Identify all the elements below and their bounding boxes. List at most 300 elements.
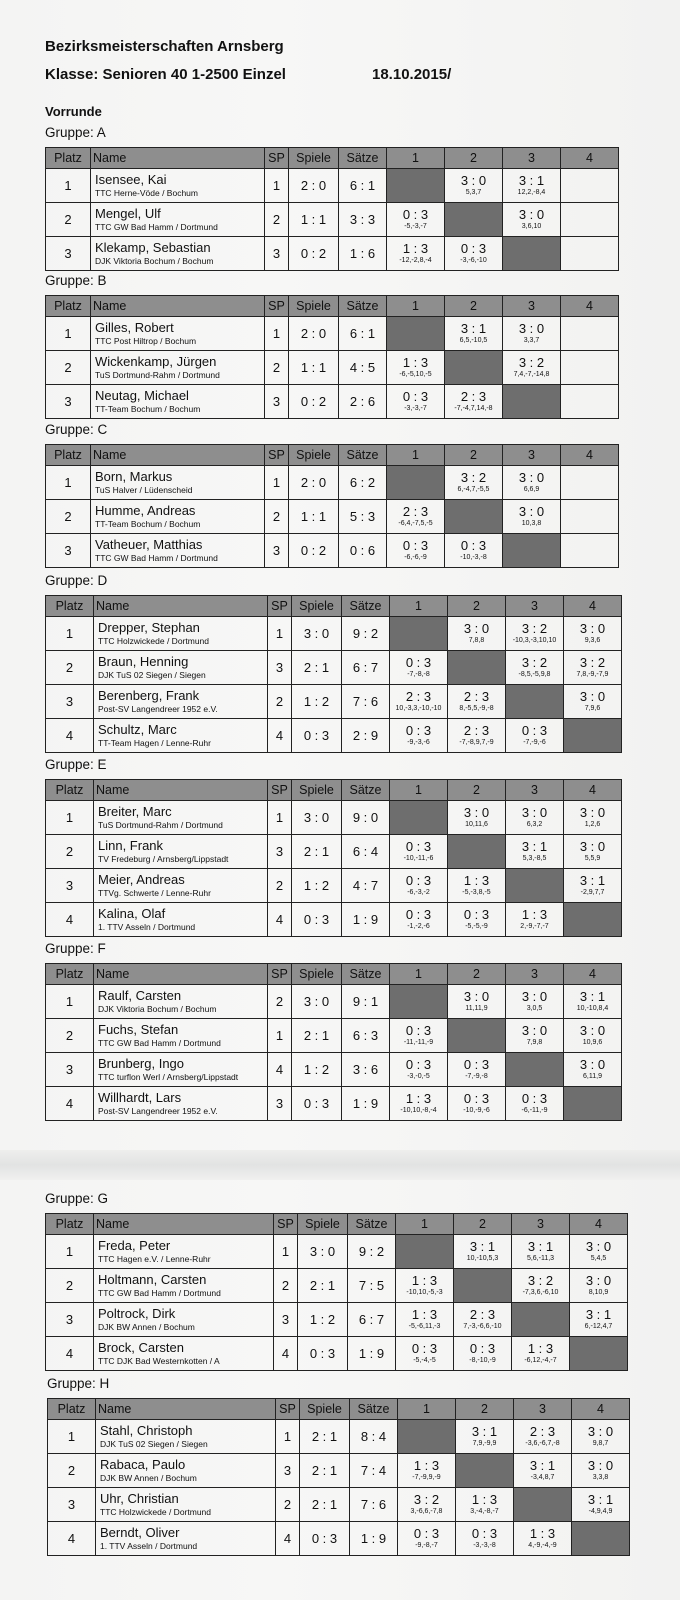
table-row [46, 685, 622, 719]
player-club: TTC GW Bad Hamm / Dortmund [95, 552, 218, 563]
result-cell [564, 801, 622, 835]
player-club: 1. TTV Asseln / Dortmund [98, 921, 196, 932]
column-header: Platz [46, 964, 94, 985]
match-score: 3 : 2 [521, 654, 548, 670]
result-cell [398, 1522, 456, 1556]
table-row [46, 466, 619, 500]
result-cell [506, 903, 564, 937]
player-club: DJK TuS 02 Siegen / Siegen [98, 669, 206, 680]
set-details: -3,6,-6,7,-8 [525, 1439, 560, 1447]
sp-cell: 1 [268, 1019, 292, 1053]
set-details: -7,-8,-8 [407, 670, 430, 678]
player-name: Drepper, Stephan [98, 619, 200, 635]
place-cell: 2 [46, 500, 91, 534]
result-cell [503, 203, 561, 237]
column-header: 3 [503, 445, 561, 466]
column-header: 2 [456, 1399, 514, 1420]
match-score: 3 : 1 [471, 1423, 498, 1439]
set-details: -5,-4,-5 [413, 1356, 436, 1364]
set-details: 3,3,8 [592, 1473, 609, 1481]
set-details: 7,-3,-6,6,-10 [463, 1322, 502, 1330]
place-cell: 2 [46, 1269, 94, 1303]
match-score: 3 : 0 [463, 988, 490, 1004]
player-club: DJK Viktoria Bochum / Bochum [95, 255, 214, 266]
self-match-cell [572, 1522, 630, 1556]
column-header: 4 [561, 148, 619, 169]
sp-cell: 1 [276, 1420, 300, 1454]
player-name: Wickenkamp, Jürgen [95, 353, 217, 369]
sp-cell: 2 [265, 500, 289, 534]
player-club: TTVg. Schwerte / Lenne-Ruhr [98, 887, 211, 898]
sp-cell: 1 [274, 1235, 298, 1269]
match-score: 1 : 3 [402, 240, 429, 256]
player-cell [96, 1454, 276, 1488]
games-cell: 1 : 1 [289, 500, 339, 534]
match-score: 3 : 1 [579, 988, 606, 1004]
result-cell [561, 317, 619, 351]
set-details: 9,8,7 [592, 1439, 609, 1447]
match-score: 0 : 3 [402, 206, 429, 222]
place-cell: 2 [46, 1019, 94, 1053]
result-cell [390, 1087, 448, 1121]
set-details: -10,10,-5,-3 [406, 1288, 443, 1296]
set-details: 3,3,7 [523, 336, 540, 344]
place-cell: 3 [46, 869, 94, 903]
group-table [47, 1398, 630, 1556]
match-score: 2 : 3 [405, 688, 432, 704]
player-cell [94, 835, 268, 869]
match-score: 0 : 3 [405, 838, 432, 854]
column-header: 1 [387, 148, 445, 169]
match-score: 0 : 3 [405, 1022, 432, 1038]
player-club: Post-SV Langendreer 1952 e.V. [98, 703, 218, 714]
table-row [48, 1522, 630, 1556]
sp-cell: 2 [268, 685, 292, 719]
games-cell: 1 : 2 [298, 1303, 348, 1337]
column-header: Platz [46, 780, 94, 801]
set-details: 1,2,6 [584, 820, 601, 828]
player-cell [91, 385, 265, 419]
match-score: 1 : 3 [527, 1340, 554, 1356]
group-table [45, 963, 622, 1121]
sets-cell: 3 : 6 [342, 1053, 390, 1087]
sets-cell: 1 : 9 [342, 1087, 390, 1121]
set-details: -4,9,4,9 [588, 1507, 613, 1515]
set-details: -3,-6,-10 [460, 256, 487, 264]
self-match-cell [564, 719, 622, 753]
sp-cell: 4 [268, 719, 292, 753]
games-cell: 2 : 1 [292, 835, 342, 869]
match-score: 3 : 1 [521, 838, 548, 854]
result-cell [445, 317, 503, 351]
player-cell [94, 985, 268, 1019]
player-club: TTC Holzwickede / Dortmund [98, 635, 210, 646]
self-match-cell [503, 237, 561, 271]
place-cell: 1 [46, 169, 91, 203]
result-cell [387, 534, 445, 568]
match-score: 2 : 3 [460, 388, 487, 404]
player-name: Vatheuer, Matthias [95, 536, 203, 552]
result-cell [561, 203, 619, 237]
match-score: 0 : 3 [460, 537, 487, 553]
sets-cell: 4 : 5 [339, 351, 387, 385]
player-cell [94, 801, 268, 835]
player-cell [91, 169, 265, 203]
match-score: 2 : 3 [402, 503, 429, 519]
set-details: -6,-6,-9 [404, 553, 427, 561]
column-header: Name [91, 296, 265, 317]
player-club: TuS Halver / Lüdenscheid [95, 484, 193, 495]
match-score: 0 : 3 [521, 722, 548, 738]
player-name: Rabaca, Paulo [100, 1456, 186, 1472]
self-match-cell [445, 351, 503, 385]
self-match-cell [390, 617, 448, 651]
set-details: -5,-6,11,-3 [408, 1322, 441, 1330]
self-match-cell [512, 1303, 570, 1337]
set-details: 6,-4,7,-5,5 [457, 485, 490, 493]
place-cell: 3 [46, 1303, 94, 1337]
player-club: TT-Team Bochum / Bochum [95, 403, 201, 414]
group-table [45, 444, 619, 568]
match-score: 0 : 3 [405, 654, 432, 670]
sp-cell: 3 [265, 534, 289, 568]
set-details: -3,4,8,7 [530, 1473, 555, 1481]
sets-cell: 9 : 0 [342, 801, 390, 835]
games-cell: 2 : 1 [300, 1488, 350, 1522]
match-score: 3 : 2 [579, 654, 606, 670]
match-score: 0 : 3 [463, 906, 490, 922]
sets-cell: 9 : 2 [342, 617, 390, 651]
sp-cell: 1 [268, 801, 292, 835]
match-score: 3 : 0 [587, 1457, 614, 1473]
player-name: Breiter, Marc [98, 803, 172, 819]
self-match-cell [570, 1337, 628, 1371]
set-details: -5,-3,-7 [404, 222, 427, 230]
player-name: Neutag, Michael [95, 387, 189, 403]
set-details: 12,2,-8,4 [517, 188, 546, 196]
match-score: 3 : 1 [579, 872, 606, 888]
set-details: -9,-3,-6 [407, 738, 430, 746]
place-cell: 3 [46, 385, 91, 419]
player-cell [94, 651, 268, 685]
sets-cell: 6 : 2 [339, 466, 387, 500]
sp-cell: 3 [268, 835, 292, 869]
set-details: 10,9,6 [582, 1038, 603, 1046]
games-cell: 0 : 3 [292, 903, 342, 937]
set-details: -5,-3,8,-5 [462, 888, 491, 896]
player-cell [94, 903, 268, 937]
set-details: -3,-0,-5 [407, 1072, 430, 1080]
result-cell [448, 719, 506, 753]
self-match-cell [445, 500, 503, 534]
result-cell [503, 351, 561, 385]
result-cell [448, 985, 506, 1019]
sp-cell: 1 [265, 169, 289, 203]
result-cell [390, 835, 448, 869]
player-name: Berenberg, Frank [98, 687, 200, 703]
column-header: 3 [503, 148, 561, 169]
self-match-cell [514, 1488, 572, 1522]
column-header: 2 [445, 296, 503, 317]
match-score: 3 : 0 [579, 620, 606, 636]
column-header: Spiele [292, 964, 342, 985]
column-header: Name [96, 1399, 276, 1420]
set-details: 5,3,-8,5 [522, 854, 547, 862]
player-club: TTC DJK Bad Westernkotten / A [98, 1355, 220, 1366]
player-club: 1. TTV Asseln / Dortmund [100, 1540, 198, 1551]
match-score: 0 : 3 [402, 388, 429, 404]
place-cell: 1 [46, 985, 94, 1019]
group-label: Gruppe: A [45, 125, 106, 140]
table-row [46, 1269, 628, 1303]
set-details: -7,-9,9,-9 [412, 1473, 441, 1481]
page-break [0, 1150, 680, 1180]
match-score: 3 : 0 [579, 804, 606, 820]
games-cell: 0 : 3 [298, 1337, 348, 1371]
match-score: 3 : 1 [529, 1457, 556, 1473]
result-cell [564, 869, 622, 903]
set-details: -8,-10,-9 [469, 1356, 496, 1364]
player-club: DJK BW Annen / Bochum [98, 1321, 195, 1332]
match-score: 3 : 1 [460, 320, 487, 336]
match-score: 3 : 0 [521, 988, 548, 1004]
match-score: 2 : 3 [463, 722, 490, 738]
result-cell [448, 617, 506, 651]
result-cell [506, 985, 564, 1019]
table-row [48, 1454, 630, 1488]
match-score: 3 : 0 [579, 688, 606, 704]
match-score: 2 : 3 [469, 1306, 496, 1322]
sets-cell: 5 : 3 [339, 500, 387, 534]
place-cell: 2 [46, 651, 94, 685]
table-row [46, 203, 619, 237]
sets-cell: 1 : 9 [350, 1522, 398, 1556]
player-cell [96, 1420, 276, 1454]
set-details: -7,-9,-8 [465, 1072, 488, 1080]
result-cell [387, 237, 445, 271]
match-score: 1 : 3 [402, 354, 429, 370]
column-header: 4 [564, 596, 622, 617]
set-details: -6,12,-4,-7 [524, 1356, 557, 1364]
group-table [45, 595, 622, 753]
result-cell [512, 1235, 570, 1269]
column-header: SP [265, 296, 289, 317]
player-name: Born, Markus [95, 468, 173, 484]
match-score: 3 : 0 [518, 206, 545, 222]
column-header: 1 [390, 596, 448, 617]
set-details: 7,9,-9,9 [472, 1439, 497, 1447]
place-cell: 4 [46, 1087, 94, 1121]
group-label: Gruppe: B [45, 273, 107, 288]
set-details: -2,9,7,7 [580, 888, 605, 896]
result-cell [448, 1087, 506, 1121]
column-header: Platz [46, 296, 91, 317]
set-details: -9,-8,-7 [415, 1541, 438, 1549]
column-header: 4 [564, 780, 622, 801]
result-cell [387, 500, 445, 534]
games-cell: 0 : 2 [289, 534, 339, 568]
result-cell [514, 1522, 572, 1556]
set-details: 7,4,-7,-14,8 [513, 370, 550, 378]
result-cell [512, 1337, 570, 1371]
set-details: -1,-2,-6 [407, 922, 430, 930]
result-cell [398, 1454, 456, 1488]
set-details: 11,11,9 [465, 1004, 488, 1012]
sp-cell: 4 [268, 1053, 292, 1087]
player-name: Klekamp, Sebastian [95, 239, 211, 255]
set-details: -3,-3,-7 [404, 404, 427, 412]
match-score: 3 : 0 [587, 1423, 614, 1439]
place-cell: 2 [46, 835, 94, 869]
column-header: Sätze [339, 296, 387, 317]
column-header: 3 [514, 1399, 572, 1420]
result-cell [448, 685, 506, 719]
group-table [45, 295, 619, 419]
set-details: -10,10,-8,-4 [400, 1106, 437, 1114]
result-cell [448, 869, 506, 903]
column-header: Name [94, 596, 268, 617]
match-score: 3 : 0 [579, 1022, 606, 1038]
result-cell [506, 617, 564, 651]
group-table [45, 779, 622, 937]
player-name: Meier, Andreas [98, 871, 185, 887]
result-cell [456, 1522, 514, 1556]
place-cell: 1 [46, 1235, 94, 1269]
match-score: 1 : 3 [405, 1090, 432, 1106]
sets-cell: 7 : 4 [350, 1454, 398, 1488]
match-score: 3 : 1 [518, 172, 545, 188]
column-header: Spiele [298, 1214, 348, 1235]
set-details: -10,-9,-6 [463, 1106, 490, 1114]
set-details: 6,-12,4,7 [584, 1322, 613, 1330]
set-details: 6,3,2 [526, 820, 543, 828]
sets-cell: 7 : 5 [348, 1269, 396, 1303]
result-cell [503, 169, 561, 203]
self-match-cell [506, 685, 564, 719]
sets-cell: 4 : 7 [342, 869, 390, 903]
sets-cell: 2 : 6 [339, 385, 387, 419]
player-name: Linn, Frank [98, 837, 164, 853]
games-cell: 1 : 2 [292, 1053, 342, 1087]
match-score: 0 : 3 [405, 872, 432, 888]
result-cell [570, 1303, 628, 1337]
player-name: Stahl, Christoph [100, 1422, 193, 1438]
group-label: Gruppe: C [45, 422, 108, 437]
sets-cell: 7 : 6 [342, 685, 390, 719]
self-match-cell [390, 985, 448, 1019]
class-title: Klasse: Senioren 40 1-2500 Einzel [45, 66, 286, 83]
result-cell [512, 1269, 570, 1303]
set-details: 10,-3,3,-10,-10 [395, 704, 442, 712]
set-details: 3,0,5 [526, 1004, 543, 1012]
match-score: 0 : 3 [521, 1090, 548, 1106]
player-club: TTC Hagen e.V. / Lenne-Ruhr [98, 1253, 211, 1264]
player-name: Freda, Peter [98, 1237, 171, 1253]
player-cell [91, 466, 265, 500]
column-header: 4 [570, 1214, 628, 1235]
match-score: 3 : 0 [579, 838, 606, 854]
sets-cell: 1 : 9 [342, 903, 390, 937]
player-club: DJK Viktoria Bochum / Bochum [98, 1003, 217, 1014]
result-cell [570, 1269, 628, 1303]
column-header: Sätze [342, 780, 390, 801]
result-cell [572, 1420, 630, 1454]
place-cell: 1 [46, 317, 91, 351]
match-score: 0 : 3 [405, 1056, 432, 1072]
set-details: 6,5,-10,5 [459, 336, 488, 344]
column-header: 3 [512, 1214, 570, 1235]
set-details: 10,-10,8,4 [576, 1004, 609, 1012]
match-score: 3 : 0 [521, 1022, 548, 1038]
sets-cell: 6 : 1 [339, 317, 387, 351]
set-details: -7,-8,9,7,-9 [459, 738, 494, 746]
column-header: 4 [561, 445, 619, 466]
player-club: TuS Dortmund-Rahm / Dortmund [95, 369, 220, 380]
player-name: Humme, Andreas [95, 502, 196, 518]
result-cell [390, 685, 448, 719]
self-match-cell [396, 1235, 454, 1269]
player-club: TTC turflon Werl / Arnsberg/Lippstadt [98, 1071, 239, 1082]
result-cell [564, 651, 622, 685]
player-club: TTC Holzwickede / Dortmund [100, 1506, 212, 1517]
self-match-cell [448, 651, 506, 685]
set-details: -10,3,-3,10,10 [512, 636, 557, 644]
player-club: TV Fredeburg / Arnsberg/Lippstadt [98, 853, 229, 864]
result-cell [506, 835, 564, 869]
set-details: 4,-9,-4,-9 [528, 1541, 557, 1549]
sp-cell: 3 [265, 237, 289, 271]
match-score: 3 : 2 [460, 469, 487, 485]
column-header: 2 [448, 780, 506, 801]
player-cell [94, 1269, 274, 1303]
result-cell [454, 1235, 512, 1269]
set-details: 5,3,7 [465, 188, 482, 196]
self-match-cell [448, 1019, 506, 1053]
games-cell: 0 : 2 [289, 385, 339, 419]
games-cell: 2 : 1 [292, 651, 342, 685]
set-details: 5,6,-11,3 [526, 1254, 555, 1262]
sp-cell: 3 [274, 1303, 298, 1337]
column-header: Platz [48, 1399, 96, 1420]
match-score: 1 : 3 [411, 1272, 438, 1288]
match-score: 1 : 3 [411, 1306, 438, 1322]
sp-cell: 3 [268, 651, 292, 685]
result-cell [506, 651, 564, 685]
place-cell: 3 [46, 685, 94, 719]
result-cell [387, 385, 445, 419]
self-match-cell [390, 801, 448, 835]
column-header: 3 [506, 596, 564, 617]
table-row [46, 237, 619, 271]
self-match-cell [564, 903, 622, 937]
result-cell [390, 651, 448, 685]
place-cell: 2 [46, 351, 91, 385]
column-header: Sätze [339, 148, 387, 169]
table-row [46, 869, 622, 903]
place-cell: 1 [46, 617, 94, 651]
column-header: 2 [448, 596, 506, 617]
player-club: DJK BW Annen / Bochum [100, 1472, 197, 1483]
player-cell [94, 1087, 268, 1121]
result-cell [561, 237, 619, 271]
result-cell [448, 801, 506, 835]
player-club: DJK TuS 02 Siegen / Siegen [100, 1438, 208, 1449]
match-score: 3 : 0 [518, 503, 545, 519]
result-cell [506, 1087, 564, 1121]
column-header: 1 [387, 445, 445, 466]
player-club: TTC Herne-Vöde / Bochum [95, 187, 198, 198]
table-row [46, 500, 619, 534]
